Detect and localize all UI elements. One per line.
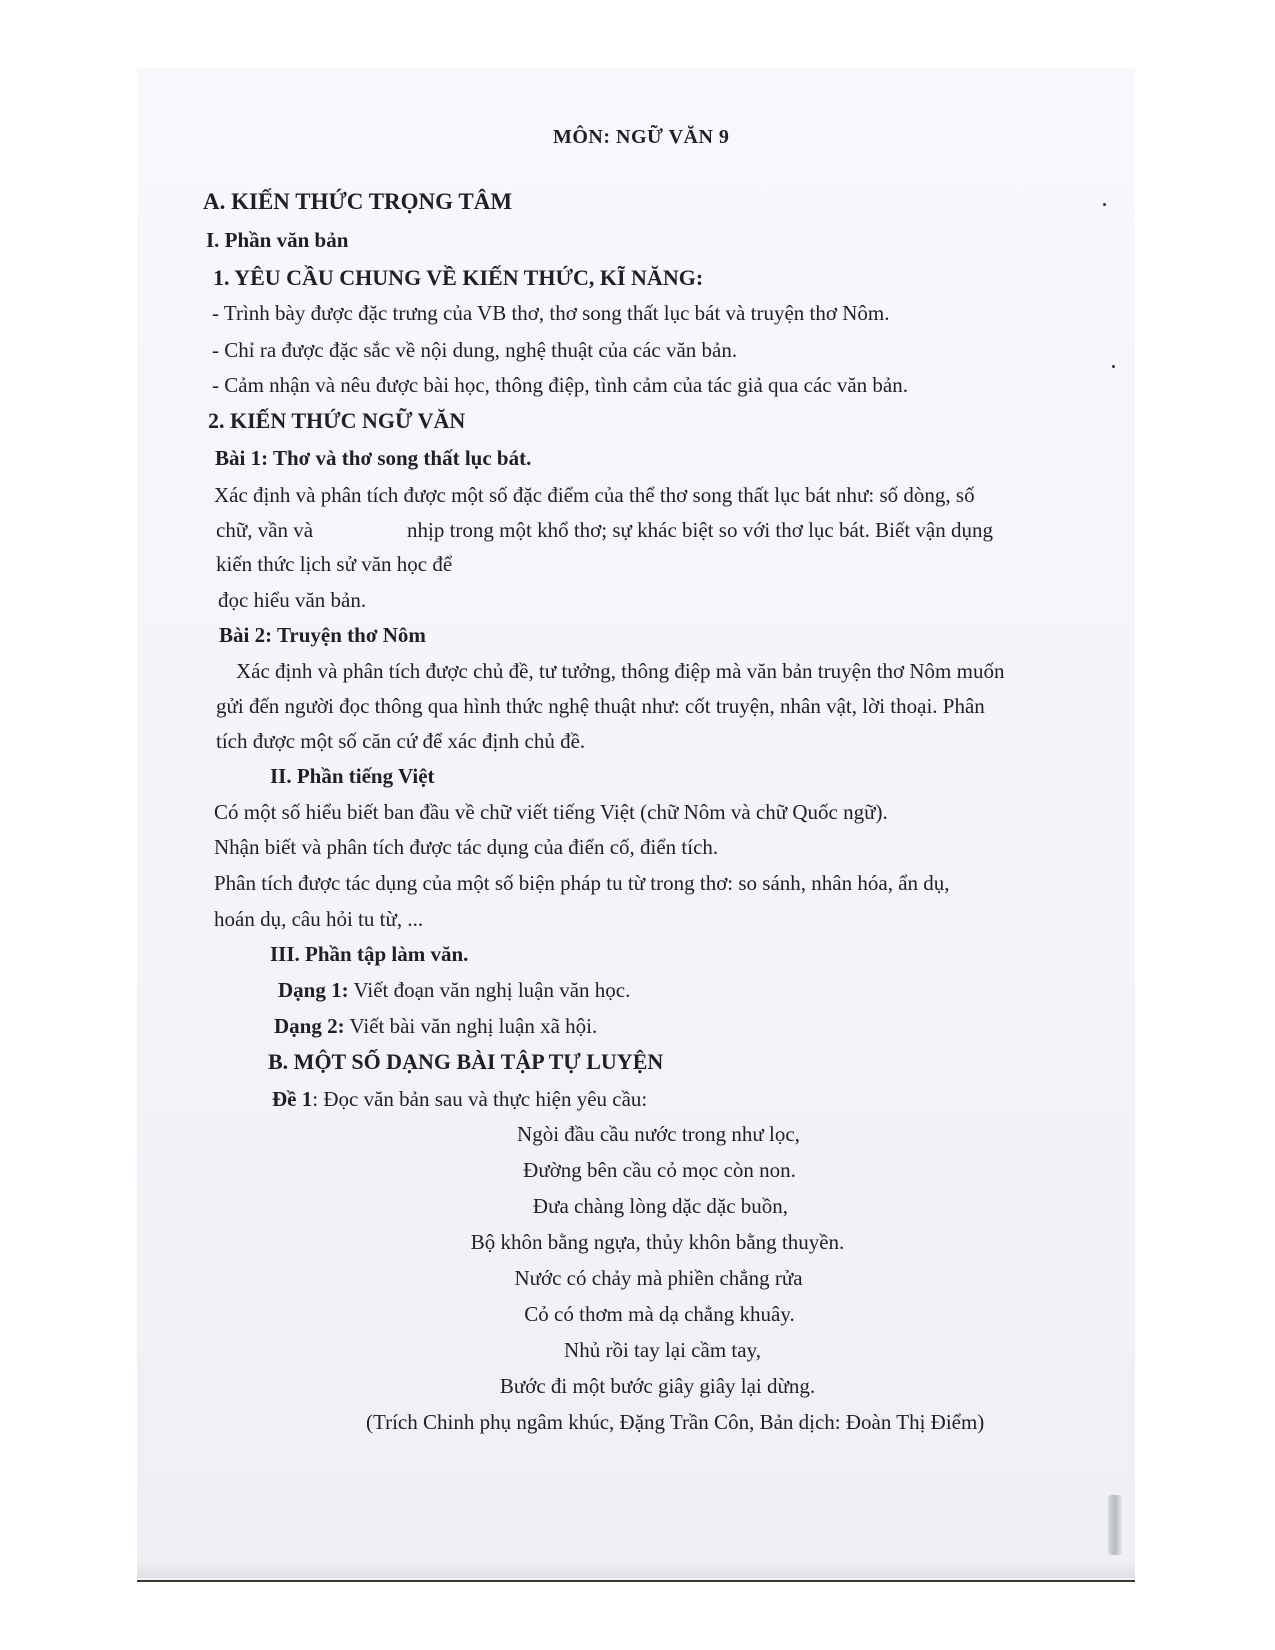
part-2-text: hoán dụ, câu hỏi tu từ, ...	[214, 907, 424, 931]
poem-line: Đường bên cầu cỏ mọc còn non.	[523, 1158, 796, 1182]
requirement-item: - Chỉ ra được đặc sắc về nội dung, nghệ thuật của các văn bản.	[212, 338, 738, 362]
writing-type-1-text: Viết đoạn văn nghị luận văn học.	[348, 978, 631, 1002]
part-3-heading: III. Phần tập làm văn.	[270, 942, 469, 966]
lesson-2-text: tích được một số căn cứ để xác định chủ đề.	[216, 729, 586, 753]
lesson-2-text: gửi đến người đọc thông qua hình thức nghệ thuật như: cốt truyện, nhân vật, lời thoại. Phân	[216, 694, 985, 718]
speck-mark	[1103, 203, 1106, 206]
writing-type-2-label: Dạng 2:	[274, 1014, 345, 1038]
exercise-label: Đề 1	[272, 1087, 313, 1111]
part-1-heading: I. Phần văn bản	[206, 228, 349, 252]
part-2-text: Có một số hiểu biết ban đầu về chữ viết tiếng Việt (chữ Nôm và chữ Quốc ngữ).	[214, 800, 888, 824]
lesson-1-text: nhịp trong một khổ thơ; sự khác biệt so với thơ lục bát. Biết vận dụng	[407, 518, 993, 542]
requirement-item: - Trình bày được đặc trưng của VB thơ, thơ song thất lục bát và truyện thơ Nôm.	[212, 301, 890, 325]
lesson-2-text: Xác định và phân tích được chủ đề, tư tưởng, thông điệp mà văn bản truyện thơ Nôm muốn	[236, 659, 1005, 683]
lesson-1-text: Xác định và phân tích được một số đặc điểm của thể thơ song thất lục bát như: số dòng, số	[214, 483, 975, 507]
lesson-1-text: đọc hiểu văn bản.	[218, 588, 367, 612]
part-2-heading: II. Phần tiếng Việt	[270, 764, 435, 788]
poem-line: Bộ khôn bằng ngựa, thủy khôn bằng thuyền.	[470, 1230, 845, 1254]
part-2-text: Nhận biết và phân tích được tác dụng của điển cố, điển tích.	[214, 835, 719, 859]
lesson-1-text: chữ, vần và	[216, 518, 314, 542]
writing-type-1	[278, 977, 630, 1003]
poem-line: Cỏ có thơm mà dạ chẳng khuây.	[524, 1302, 795, 1326]
document-title: MÔN: NGỮ VĂN 9	[553, 126, 730, 148]
section-b-heading: B. MỘT SỐ DẠNG BÀI TẬP TỰ LUYỆN	[268, 1049, 664, 1074]
binder-clip-mark	[1108, 1495, 1122, 1555]
poem-line: Nhủ rồi tay lại cầm tay,	[564, 1338, 761, 1362]
writing-type-1-label: Dạng 1:	[278, 978, 349, 1002]
lesson-2-title: Bài 2: Truyện thơ Nôm	[219, 623, 426, 647]
lesson-1-text: kiến thức lịch sử văn học để	[216, 552, 453, 576]
poem-line: Nước có chảy mà phiền chẳng rửa	[514, 1266, 803, 1290]
sheet-edge-shadow	[137, 1558, 1135, 1578]
poem-line: Ngòi đầu cầu nước trong như lọc,	[517, 1122, 800, 1146]
poem-citation: (Trích Chinh phụ ngâm khúc, Đặng Trần Côn, Bản dịch: Đoàn Thị Điểm)	[366, 1410, 985, 1434]
knowledge-heading: 2. KIẾN THỨC NGỮ VĂN	[208, 408, 466, 433]
section-a-heading: A. KIẾN THỨC TRỌNG TÂM	[203, 189, 513, 214]
speck-mark	[1112, 365, 1115, 368]
poem-line: Đưa chàng lòng dặc dặc buồn,	[532, 1194, 789, 1218]
poem-line: Bước đi một bước giây giây lại dừng.	[499, 1374, 816, 1398]
lesson-1-title: Bài 1: Thơ và thơ song thất lục bát.	[215, 446, 532, 470]
exercise-instruction: : Đọc văn bản sau và thực hiện yêu cầu:	[312, 1087, 648, 1111]
writing-type-2	[274, 1013, 597, 1039]
part-2-text: Phân tích được tác dụng của một số biện pháp tu từ trong thơ: so sánh, nhân hóa, ẩn dụ,	[214, 871, 950, 895]
writing-type-2-text: Viết bài văn nghị luận xã hội.	[344, 1014, 598, 1038]
exercise-prompt	[272, 1086, 647, 1112]
requirements-heading: 1. YÊU CẦU CHUNG VỀ KIẾN THỨC, KĨ NĂNG:	[213, 265, 704, 290]
requirement-item: - Cảm nhận và nêu được bài học, thông điệp, tình cảm của tác giả qua các văn bản.	[212, 373, 908, 397]
